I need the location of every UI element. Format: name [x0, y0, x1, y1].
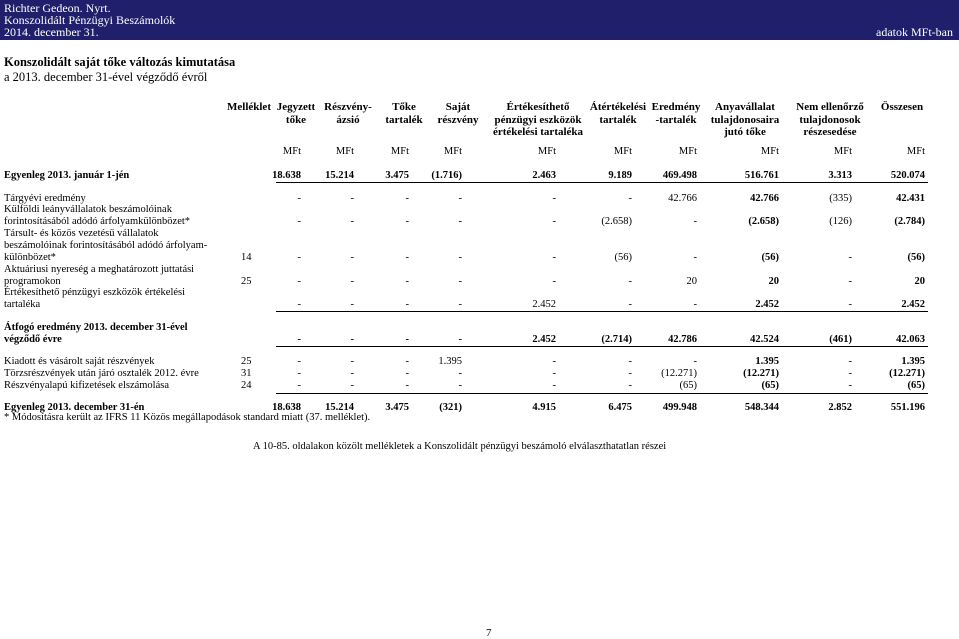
table-cell: - [848, 356, 852, 367]
row-note-ref: 25 [241, 276, 252, 287]
table-cell: - [405, 299, 409, 310]
table-cell: 2.452 [532, 334, 556, 345]
table-cell: (56) [614, 252, 632, 263]
row-label: Aktuáriusi nyereség a meghatározott juttatási [4, 264, 195, 275]
table-cell: 520.074 [890, 170, 925, 181]
statement-title: Konszolidált saját tőke változás kimutatása [4, 55, 236, 69]
unit-label: MFt [537, 146, 556, 157]
table-cell: 42.766 [750, 193, 779, 204]
unit-label: MFt [335, 146, 354, 157]
col-capital-reserve: Tőke tartalék [385, 101, 423, 126]
row-label: Kiadott és vásárolt saját részvények [4, 356, 155, 367]
table-cell: 2.452 [755, 299, 779, 310]
table-cell: - [297, 276, 301, 287]
table-cell: 4.915 [532, 402, 556, 413]
col-note: Melléklet [227, 101, 271, 113]
table-cell: - [458, 380, 462, 391]
row-label: Egyenleg 2013. december 31-én [4, 402, 145, 413]
row-label: Részvényalapú kifizetések elszámolása [4, 380, 170, 391]
table-cell: - [350, 216, 354, 227]
table-cell: 3.313 [828, 170, 852, 181]
table-cell: - [848, 299, 852, 310]
report-date: 2014. december 31. [4, 25, 99, 39]
table-cell: - [405, 216, 409, 227]
row-divider [276, 182, 928, 183]
table-cell: - [350, 380, 354, 391]
col-revaluation-reserve: Átértékelési tartalék [589, 101, 647, 126]
table-cell: (65) [679, 380, 697, 391]
table-cell: (335) [829, 193, 852, 204]
table-cell: - [350, 193, 354, 204]
row-label: programokon [4, 276, 61, 287]
table-cell: - [848, 276, 852, 287]
table-cell: (2.714) [601, 334, 632, 345]
row-label: beszámolóinak forintosításából adódó árfolyam- [4, 240, 208, 251]
table-cell: - [693, 356, 697, 367]
table-cell: - [458, 334, 462, 345]
table-cell: (12.271) [743, 368, 779, 379]
footer-note: A 10-85. oldalakon közölt mellékletek a Konszolidált pénzügyi beszámoló elválaszthatatlan részei [253, 441, 667, 452]
table-cell: 42.786 [668, 334, 697, 345]
table-cell: (65) [907, 380, 925, 391]
row-divider [276, 393, 928, 394]
table-cell: (12.271) [889, 368, 925, 379]
table-cell: 9.189 [608, 170, 632, 181]
table-cell: 42.524 [750, 334, 779, 345]
table-cell: 2.463 [532, 170, 556, 181]
row-note-ref: 25 [241, 356, 252, 367]
table-cell: 1.395 [438, 356, 462, 367]
table-cell: - [405, 380, 409, 391]
table-cell: (461) [829, 334, 852, 345]
row-label: különbözet* [4, 252, 56, 263]
table-cell: - [405, 334, 409, 345]
unit-note: adatok MFt-ban [876, 25, 953, 39]
table-cell: - [628, 368, 632, 379]
table-cell: 548.344 [744, 402, 779, 413]
table-cell: - [693, 252, 697, 263]
table-cell: 15.214 [325, 170, 354, 181]
unit-label: MFt [906, 146, 925, 157]
table-cell: - [848, 368, 852, 379]
row-label: Átfogó eredmény 2013. december 31-ével [4, 322, 188, 333]
table-cell: - [297, 368, 301, 379]
table-cell: - [350, 252, 354, 263]
table-cell: (321) [439, 402, 462, 413]
table-cell: 3.475 [385, 170, 409, 181]
report-name: Konszolidált Pénzügyi Beszámolók [4, 13, 176, 27]
table-cell: - [297, 216, 301, 227]
table-cell: - [848, 252, 852, 263]
col-afs-reserve: Értékesíthető pénzügyi eszközök értékelési tartaléka [492, 101, 584, 139]
table-cell: - [405, 193, 409, 204]
table-cell: (12.271) [661, 368, 697, 379]
table-cell: 551.196 [890, 402, 925, 413]
table-cell: 1.395 [901, 356, 925, 367]
table-cell: - [458, 368, 462, 379]
row-note-ref: 31 [241, 368, 252, 379]
unit-label: MFt [613, 146, 632, 157]
table-cell: - [297, 299, 301, 310]
table-cell: - [628, 276, 632, 287]
table-cell: (1.716) [431, 170, 462, 181]
table-cell: 20 [768, 276, 779, 287]
table-cell: - [458, 193, 462, 204]
row-label: Külföldi leányvállalatok beszámolóinak [4, 204, 172, 215]
table-cell: - [693, 299, 697, 310]
col-share-capital: Jegyzett tőke [276, 101, 316, 126]
table-cell: 2.452 [532, 299, 556, 310]
unit-label: MFt [282, 146, 301, 157]
table-cell: 6.475 [608, 402, 632, 413]
table-cell: - [552, 193, 556, 204]
table-cell: - [552, 356, 556, 367]
row-label: végződő évre [4, 334, 62, 345]
table-cell: (2.658) [748, 216, 779, 227]
table-cell: - [405, 368, 409, 379]
table-cell: - [628, 193, 632, 204]
row-divider [276, 311, 928, 312]
table-cell: 469.498 [662, 170, 697, 181]
table-cell: - [350, 299, 354, 310]
row-divider [276, 346, 928, 347]
table-cell: (126) [829, 216, 852, 227]
table-cell: - [350, 356, 354, 367]
row-note-ref: 24 [241, 380, 252, 391]
table-cell: 2.852 [828, 402, 852, 413]
table-cell: - [297, 356, 301, 367]
table-cell: 42.431 [896, 193, 925, 204]
table-cell: 18.638 [272, 170, 301, 181]
table-cell: - [350, 276, 354, 287]
table-cell: - [628, 380, 632, 391]
table-cell: 2.452 [901, 299, 925, 310]
table-cell: - [628, 299, 632, 310]
table-cell: - [552, 216, 556, 227]
footnote: * Módosításra került az IFRS 11 Közös megállapodások standard miatt (37. melléklet). [4, 412, 371, 423]
col-retained-earnings: Eredmény -tartalék [651, 101, 701, 126]
table-cell: 516.761 [744, 170, 779, 181]
table-cell: 42.766 [668, 193, 697, 204]
row-label: Társult- és közös vezetésű vállalatok [4, 228, 159, 239]
table-cell: - [405, 276, 409, 287]
table-cell: (2.784) [894, 216, 925, 227]
unit-label: MFt [760, 146, 779, 157]
table-cell: 20 [686, 276, 697, 287]
row-note-ref: 14 [241, 252, 252, 263]
row-label: Egyenleg 2013. január 1-jén [4, 170, 130, 181]
col-total: Összesen [880, 101, 924, 113]
unit-label: MFt [390, 146, 409, 157]
table-cell: - [552, 368, 556, 379]
table-cell: - [458, 216, 462, 227]
unit-label: MFt [443, 146, 462, 157]
row-label: forintosításából adódó árfolyamkülönbözet* [4, 216, 191, 227]
table-cell: 20 [914, 276, 925, 287]
table-cell: - [458, 299, 462, 310]
row-label: Törzsrészvények után járó osztalék 2012. évre [4, 368, 199, 379]
col-treasury-shares: Saját részvény [437, 101, 479, 126]
table-cell: (56) [761, 252, 779, 263]
table-cell: - [297, 252, 301, 263]
table-cell: - [552, 380, 556, 391]
table-cell: 3.475 [385, 402, 409, 413]
table-cell: 18.638 [272, 402, 301, 413]
company-name: Richter Gedeon. Nyrt. [4, 1, 111, 15]
table-cell: (65) [761, 380, 779, 391]
table-cell: - [628, 356, 632, 367]
unit-label: MFt [678, 146, 697, 157]
table-cell: (2.658) [601, 216, 632, 227]
unit-label: MFt [833, 146, 852, 157]
table-cell: - [350, 368, 354, 379]
table-cell: - [405, 356, 409, 367]
table-cell: - [848, 380, 852, 391]
statement-subtitle: a 2013. december 31-ével végződő évről [4, 70, 208, 84]
row-label: Értékesíthető pénzügyi eszközök értékelési [4, 287, 186, 298]
table-cell: - [297, 380, 301, 391]
table-cell: - [297, 193, 301, 204]
table-cell: - [458, 252, 462, 263]
table-cell: - [350, 334, 354, 345]
table-cell: 1.395 [755, 356, 779, 367]
table-cell: 499.948 [662, 402, 697, 413]
table-cell: (56) [907, 252, 925, 263]
table-cell: - [297, 334, 301, 345]
table-cell: - [552, 252, 556, 263]
table-cell: - [693, 216, 697, 227]
col-nci: Nem ellenőrző tulajdonosok részesedése [796, 101, 864, 139]
col-share-premium: Részvény- ázsió [324, 101, 372, 126]
col-parent-equity: Anyavállalat tulajdonosaira jutó tőke [710, 101, 780, 139]
row-label: tartaléka [4, 299, 41, 310]
table-cell: - [552, 276, 556, 287]
table-cell: - [405, 252, 409, 263]
table-cell: 42.063 [896, 334, 925, 345]
row-label: Tárgyévi eredmény [4, 193, 86, 204]
table-cell: 15.214 [325, 402, 354, 413]
page-number: 7 [486, 627, 492, 639]
table-cell: - [458, 276, 462, 287]
